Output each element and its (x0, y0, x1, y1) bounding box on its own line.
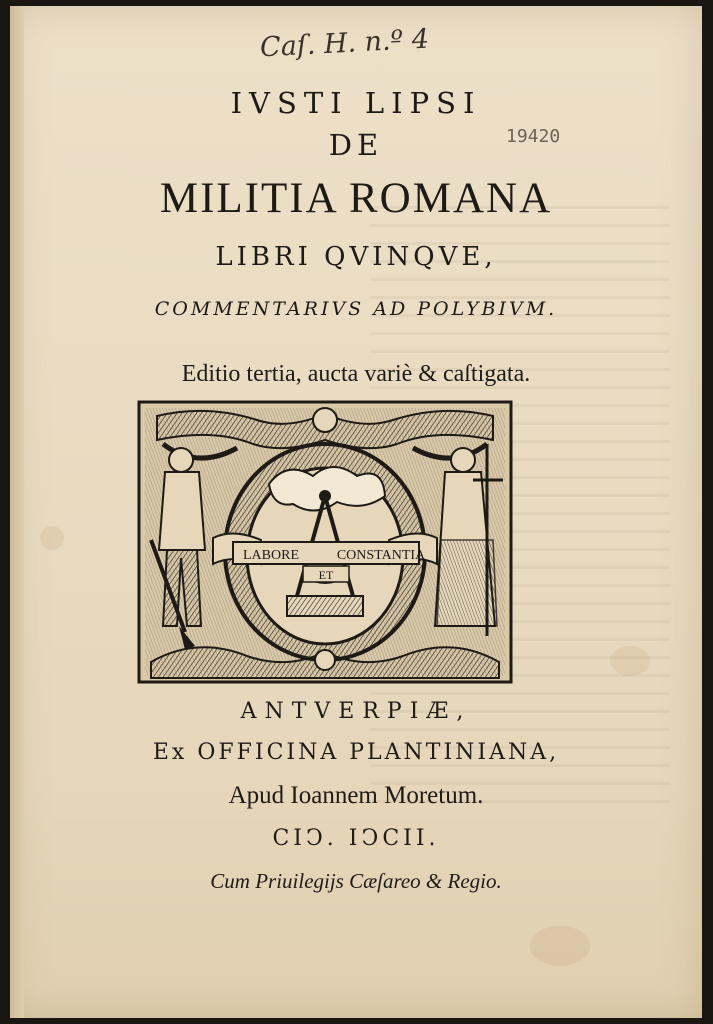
foxing-stain (610, 646, 650, 676)
motto-left: LABORE (243, 548, 299, 563)
date-line: CIↃ. IↃCII. (272, 826, 440, 851)
preposition-line: DE (328, 128, 384, 162)
author-line: IVSTI LIPSI (230, 86, 482, 120)
printer-device-engraving (137, 400, 513, 684)
handwritten-shelfmark: Caſ. H. n.º 4 (259, 23, 430, 64)
main-title: MILITIA ROMANA (159, 175, 553, 222)
motto-center: ET (318, 568, 334, 582)
foxing-stain (40, 526, 64, 550)
subtitle-line: COMMENTARIVS AD POLYBIVM. (154, 298, 558, 320)
library-stamp: 19420 (506, 126, 561, 147)
books-line: LIBRI QVINQVE, (215, 242, 497, 272)
officina-line: Ex OFFICINA PLANTINIANA, (152, 740, 560, 765)
motto-right: CONSTANTIA (336, 548, 426, 563)
edition-line: Editio tertia, aucta variè & caſtigata. (181, 361, 531, 387)
foxing-stain (530, 926, 590, 966)
place-line: ANTVERPIÆ, (240, 699, 472, 724)
title-page (10, 6, 702, 1018)
privilege-line: Cum Priuilegijs Cæſareo & Regio. (210, 869, 502, 893)
printer-line: Apud Ioannem Moretum. (228, 782, 484, 809)
